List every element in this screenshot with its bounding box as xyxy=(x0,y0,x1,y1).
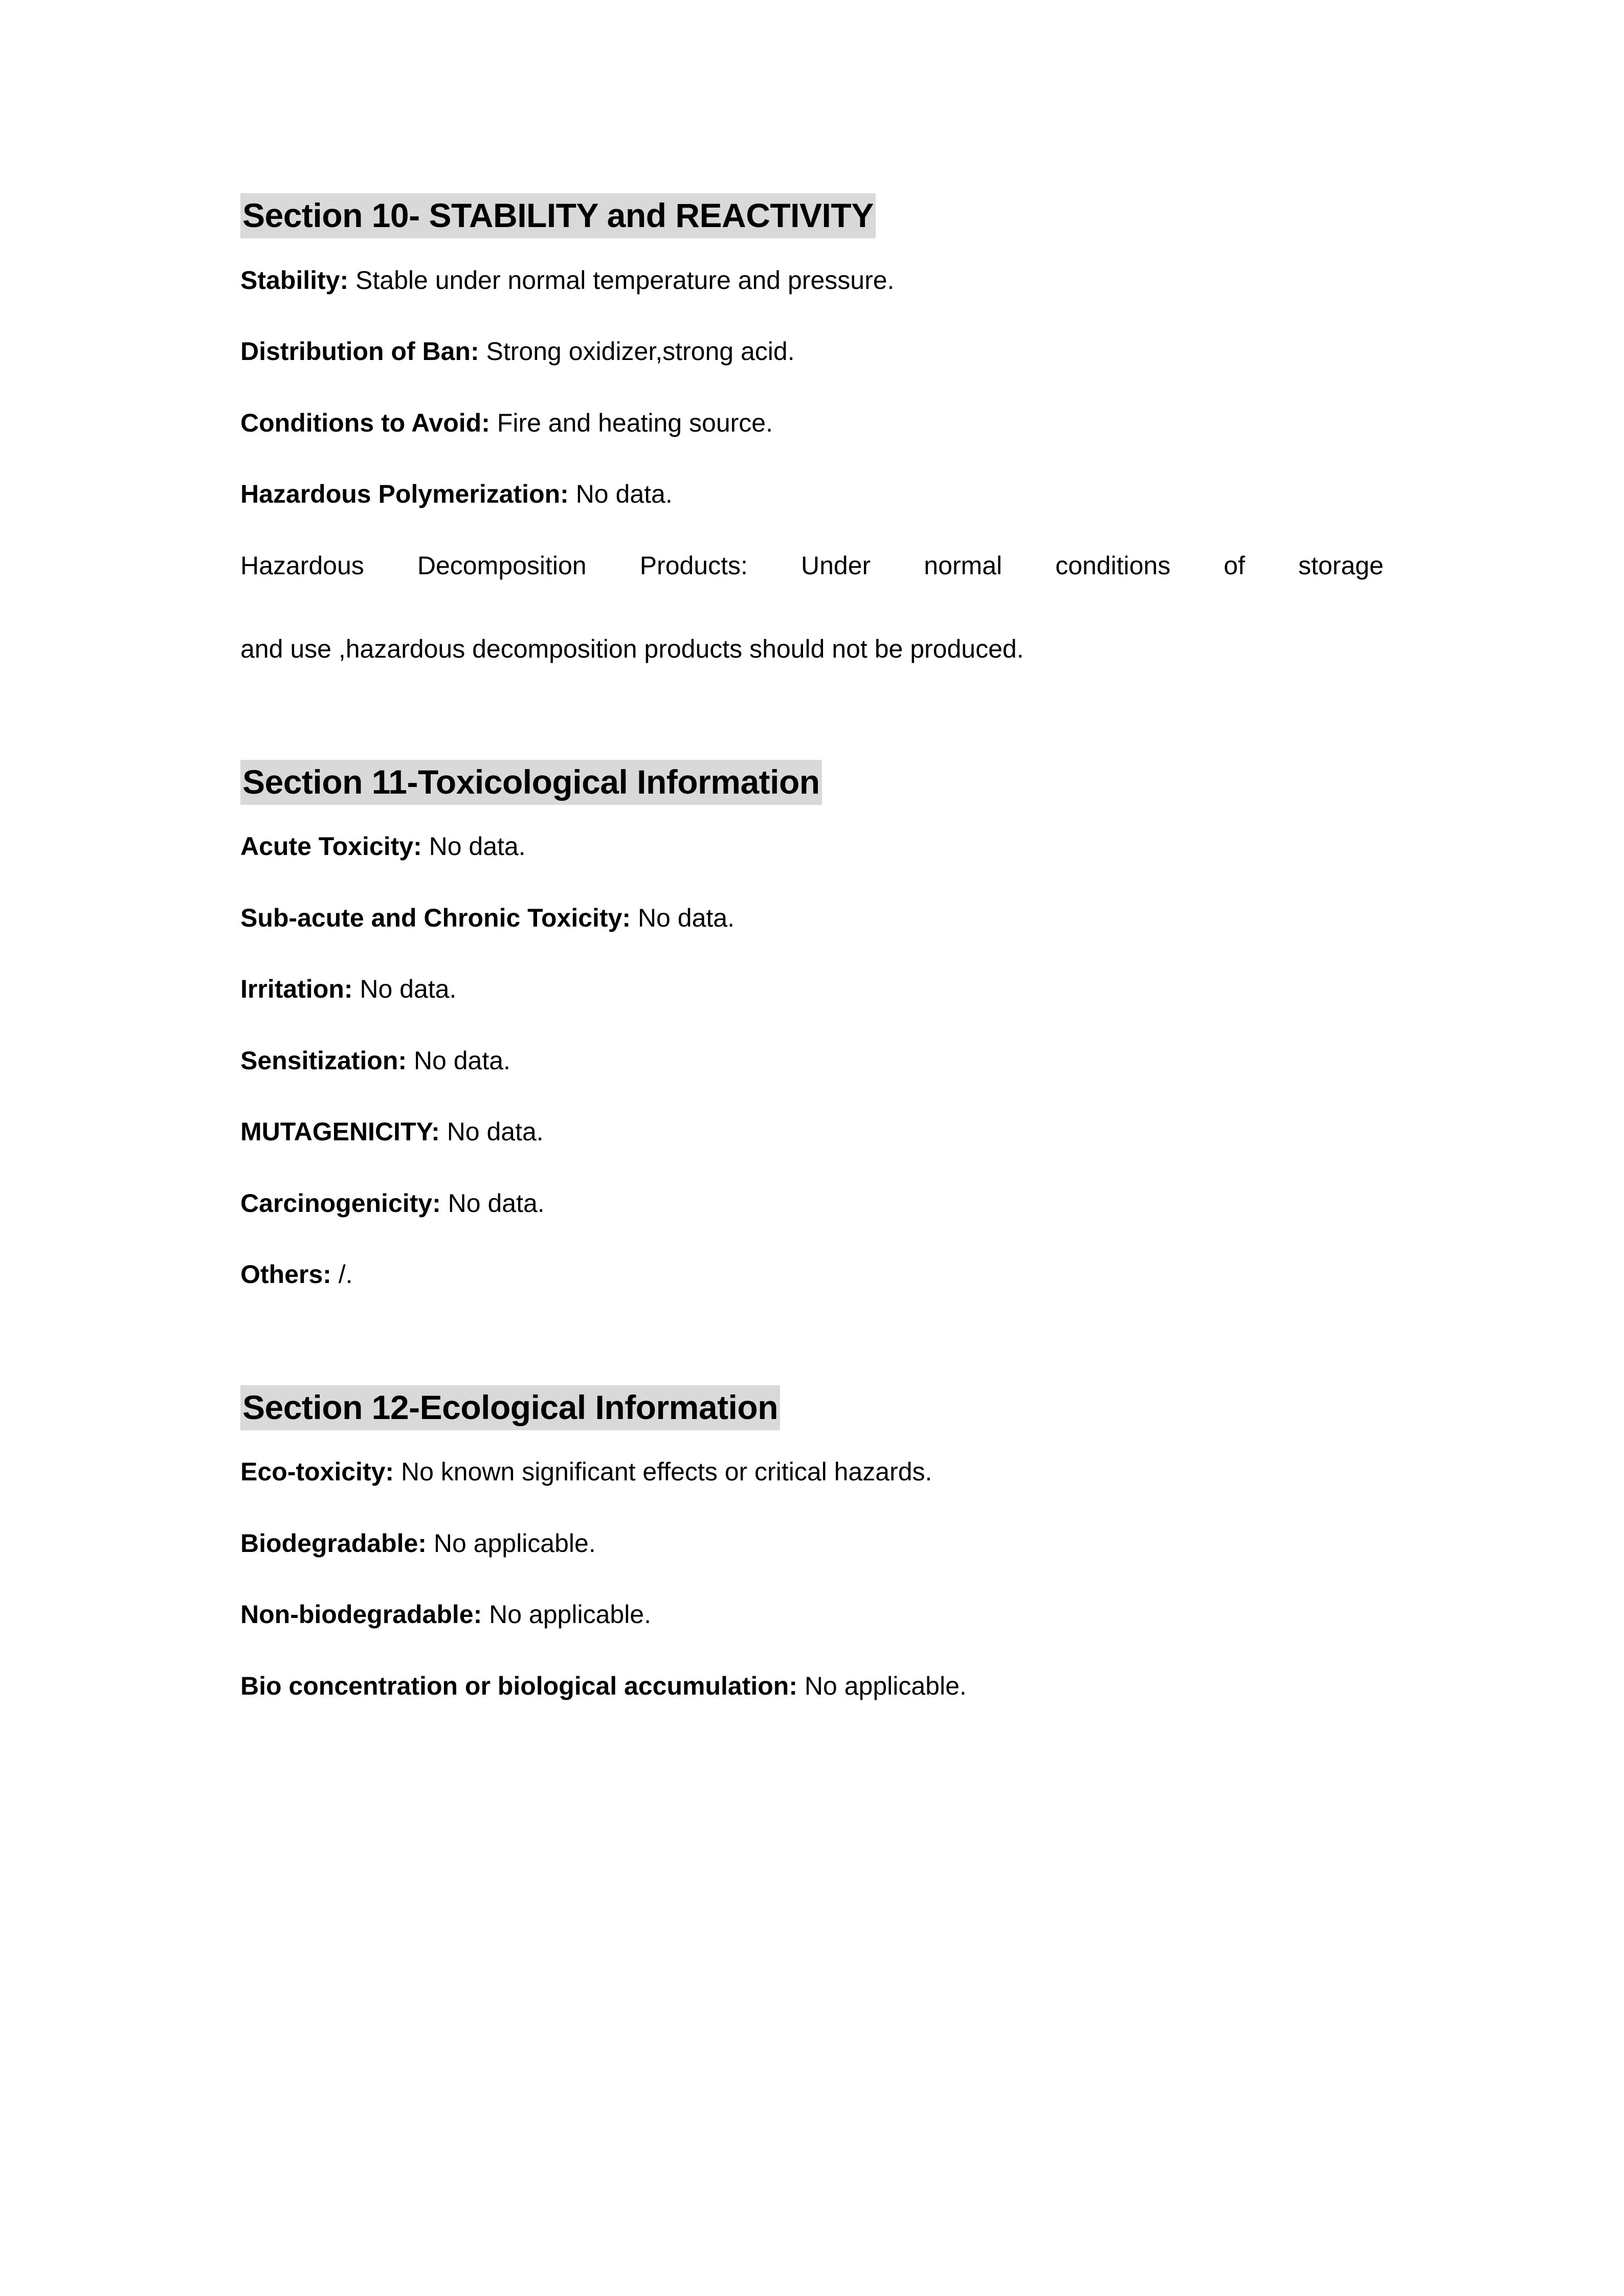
entry-others-value: /. xyxy=(338,1260,353,1289)
entry-non-biodegradable-value: No applicable. xyxy=(489,1600,651,1629)
entry-eco-toxicity-label: Eco-toxicity: xyxy=(240,1457,394,1486)
entry-hazardous-decomposition-products-value-line1: Under normal conditions of storage xyxy=(801,551,1384,580)
entry-bio-concentration xyxy=(240,1669,1384,1704)
entry-sub-acute-chronic-toxicity-label: Sub-acute and Chronic Toxicity: xyxy=(240,903,631,932)
entry-hazardous-polymerization-value: No data. xyxy=(575,480,673,508)
entry-eco-toxicity xyxy=(240,1455,1384,1490)
entry-stability-value: Stable under normal temperature and pressure. xyxy=(355,265,895,295)
entry-irritation xyxy=(240,972,1384,1007)
section-heading-10-text: Section 10- STABILITY and REACTIVITY xyxy=(240,193,876,238)
entry-acute-toxicity-value: No data. xyxy=(429,832,526,861)
entry-biodegradable-value: No applicable. xyxy=(433,1528,596,1558)
entry-mutagenicity-value: No data. xyxy=(447,1117,544,1146)
entry-conditions-to-avoid-label: Conditions to Avoid: xyxy=(240,408,490,437)
entry-non-biodegradable xyxy=(240,1597,1384,1632)
section-heading-11-text: Section 11-Toxicological Information xyxy=(240,760,822,805)
entry-stability xyxy=(240,263,1384,298)
entry-irritation-value: No data. xyxy=(360,975,457,1003)
entry-distribution-of-ban xyxy=(240,334,1384,369)
entry-carcinogenicity-value: No data. xyxy=(448,1188,545,1218)
entry-acute-toxicity-label: Acute Toxicity: xyxy=(240,832,422,861)
entry-carcinogenicity xyxy=(240,1186,1384,1221)
entry-conditions-to-avoid-value: Fire and heating source. xyxy=(497,408,773,437)
section-heading-12-text: Section 12-Ecological Information xyxy=(240,1385,780,1430)
entry-hazardous-decomposition-products-value-line2: and use ,hazardous decomposition products should not be produced. xyxy=(240,635,1024,663)
entry-mutagenicity-label: MUTAGENICITY: xyxy=(240,1117,440,1146)
section-spacer-11-12 xyxy=(240,1329,1384,1386)
entry-mutagenicity xyxy=(240,1115,1384,1150)
entry-others-label: Others: xyxy=(240,1260,331,1289)
entry-others xyxy=(240,1257,1384,1292)
entry-biodegradable-label: Biodegradable: xyxy=(240,1528,427,1558)
entry-sensitization-value: No data. xyxy=(413,1046,510,1075)
entry-irritation-label: Irritation: xyxy=(240,975,353,1003)
entry-sub-acute-chronic-toxicity xyxy=(240,901,1384,936)
entry-hazardous-polymerization-label: Hazardous Polymerization: xyxy=(240,480,569,508)
section-heading-12 xyxy=(240,1386,1384,1429)
entry-sensitization-label: Sensitization: xyxy=(240,1046,407,1075)
entry-acute-toxicity xyxy=(240,829,1384,864)
entry-bio-concentration-label: Bio concentration or biological accumulation: xyxy=(240,1671,797,1700)
entry-hazardous-polymerization xyxy=(240,477,1384,512)
section-heading-11 xyxy=(240,761,1384,803)
entry-bio-concentration-value: No applicable. xyxy=(804,1671,967,1700)
entry-distribution-of-ban-label: Distribution of Ban: xyxy=(240,337,479,366)
entry-biodegradable xyxy=(240,1526,1384,1561)
entry-sensitization xyxy=(240,1044,1384,1078)
entry-non-biodegradable-label: Non-biodegradable: xyxy=(240,1600,482,1629)
entry-hazardous-decomposition-products-line1 xyxy=(240,549,1384,583)
entry-stability-label: Stability: xyxy=(240,265,349,295)
entry-hazardous-decomposition-products-label: Hazardous Decomposition Products: xyxy=(240,551,748,580)
entry-eco-toxicity-value: No known significant effects or critical hazards. xyxy=(401,1457,932,1486)
section-heading-10 xyxy=(240,194,1384,237)
section-spacer-10-11 xyxy=(240,704,1384,761)
entry-carcinogenicity-label: Carcinogenicity: xyxy=(240,1188,441,1218)
entry-sub-acute-chronic-toxicity-value: No data. xyxy=(637,903,735,932)
entry-distribution-of-ban-value: Strong oxidizer,strong acid. xyxy=(486,337,795,366)
entry-conditions-to-avoid xyxy=(240,406,1384,441)
entry-hazardous-decomposition-products xyxy=(240,549,1384,667)
